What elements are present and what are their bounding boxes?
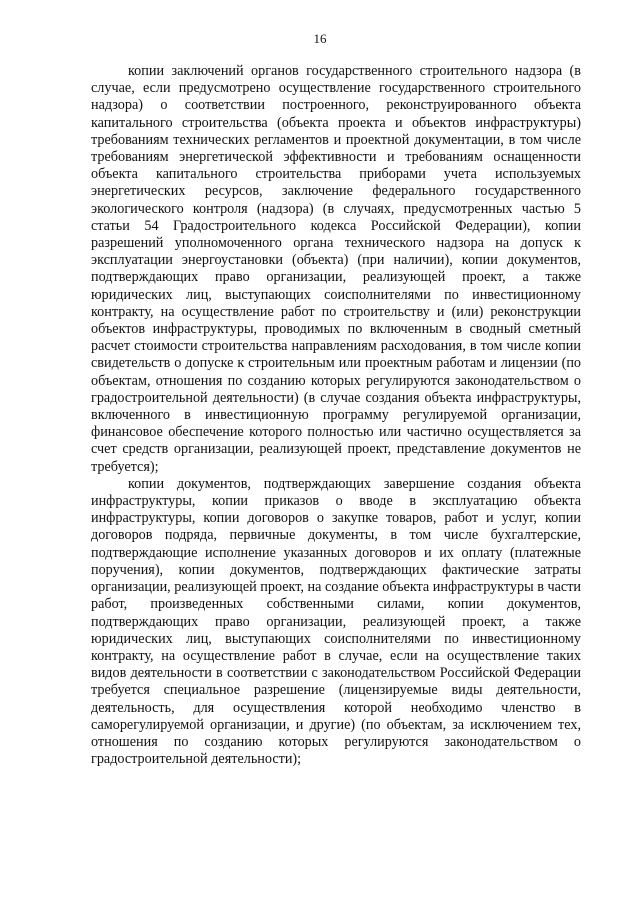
paragraph-documents-supervision: копии заключений органов государственного строительного надзора (в случае, если предусмотрено осуществление государственного строительного надзора) о соответствии построенного, реконструированного объекта капитального строительства (объекта проекта и объектов инфраструктуры) требованиям технических регламентов и проектной документации, в том числе требованиям энергетической эффективности и требованиям оснащенности объекта капитального строительства приборами учета используемых энергетических ресурсов, заключение федерального государственного экологического контроля (надзора) (в случаях, предусмотренных частью 5 статьи 54 Градостроительного кодекса Российской Федерации), копии разрешений уполномоченного органа технического надзора на допуск к эксплуатации энергоустановки (объекта) (при наличии), копии документов, подтверждающих право организации, реализующей проект, а также юридических лиц, выступающих соисполнителями по инвестиционному контракту, на осуществление работ по строительству и (или) реконструкции объектов инфраструктуры, проводимых по включенным в сводный сметный расчет стоимости строительства направлениям расходования, в том числе копии свидетельств о допуске к строительным или проектным работам и лицензии (по объектам, отношения по созданию которых регулируются законодательством о градостроительной деятельности) (в случае создания объекта инфраструктуры, включенного в инвестиционную программу регулируемой организации, финансовое обеспечение которого полностью или частично осуществляется за счет средств организации, реализующей проект, представление документов не требуется);	[91, 63, 581, 475]
paragraph-documents-completion: копии документов, подтверждающих завершение создания объекта инфраструктуры, копии приказов о вводе в эксплуатацию объекта инфраструктуры, копии договоров о закупке товаров, работ и услуг, копии договоров подряда, первичные документы, в том числе бухгалтерские, подтверждающие исполнение указанных договоров и их оплату (платежные поручения), копии документов, подтверждающих фактические затраты организации, реализующей проект, на создание объекта инфраструктуры в части работ, произведенных собственными силами, копии документов, подтверждающих право организации, реализующей проект, а также юридических лиц, выступающих соисполнителями по инвестиционному контракту, на осуществление работ в случае, если на осуществление таких видов деятельности в соответствии с законодательством Российской Федерации требуется специальное разрешение (лицензируемые виды деятельности, деятельность, для осуществления которой необходимо членство в саморегулируемой организации, и другие) (по объектам, за исключением тех, отношения по созданию которых регулируются законодательством о градостроительной деятельности);	[91, 475, 581, 768]
page-number: 16	[313, 31, 327, 46]
document-body	[91, 63, 581, 768]
